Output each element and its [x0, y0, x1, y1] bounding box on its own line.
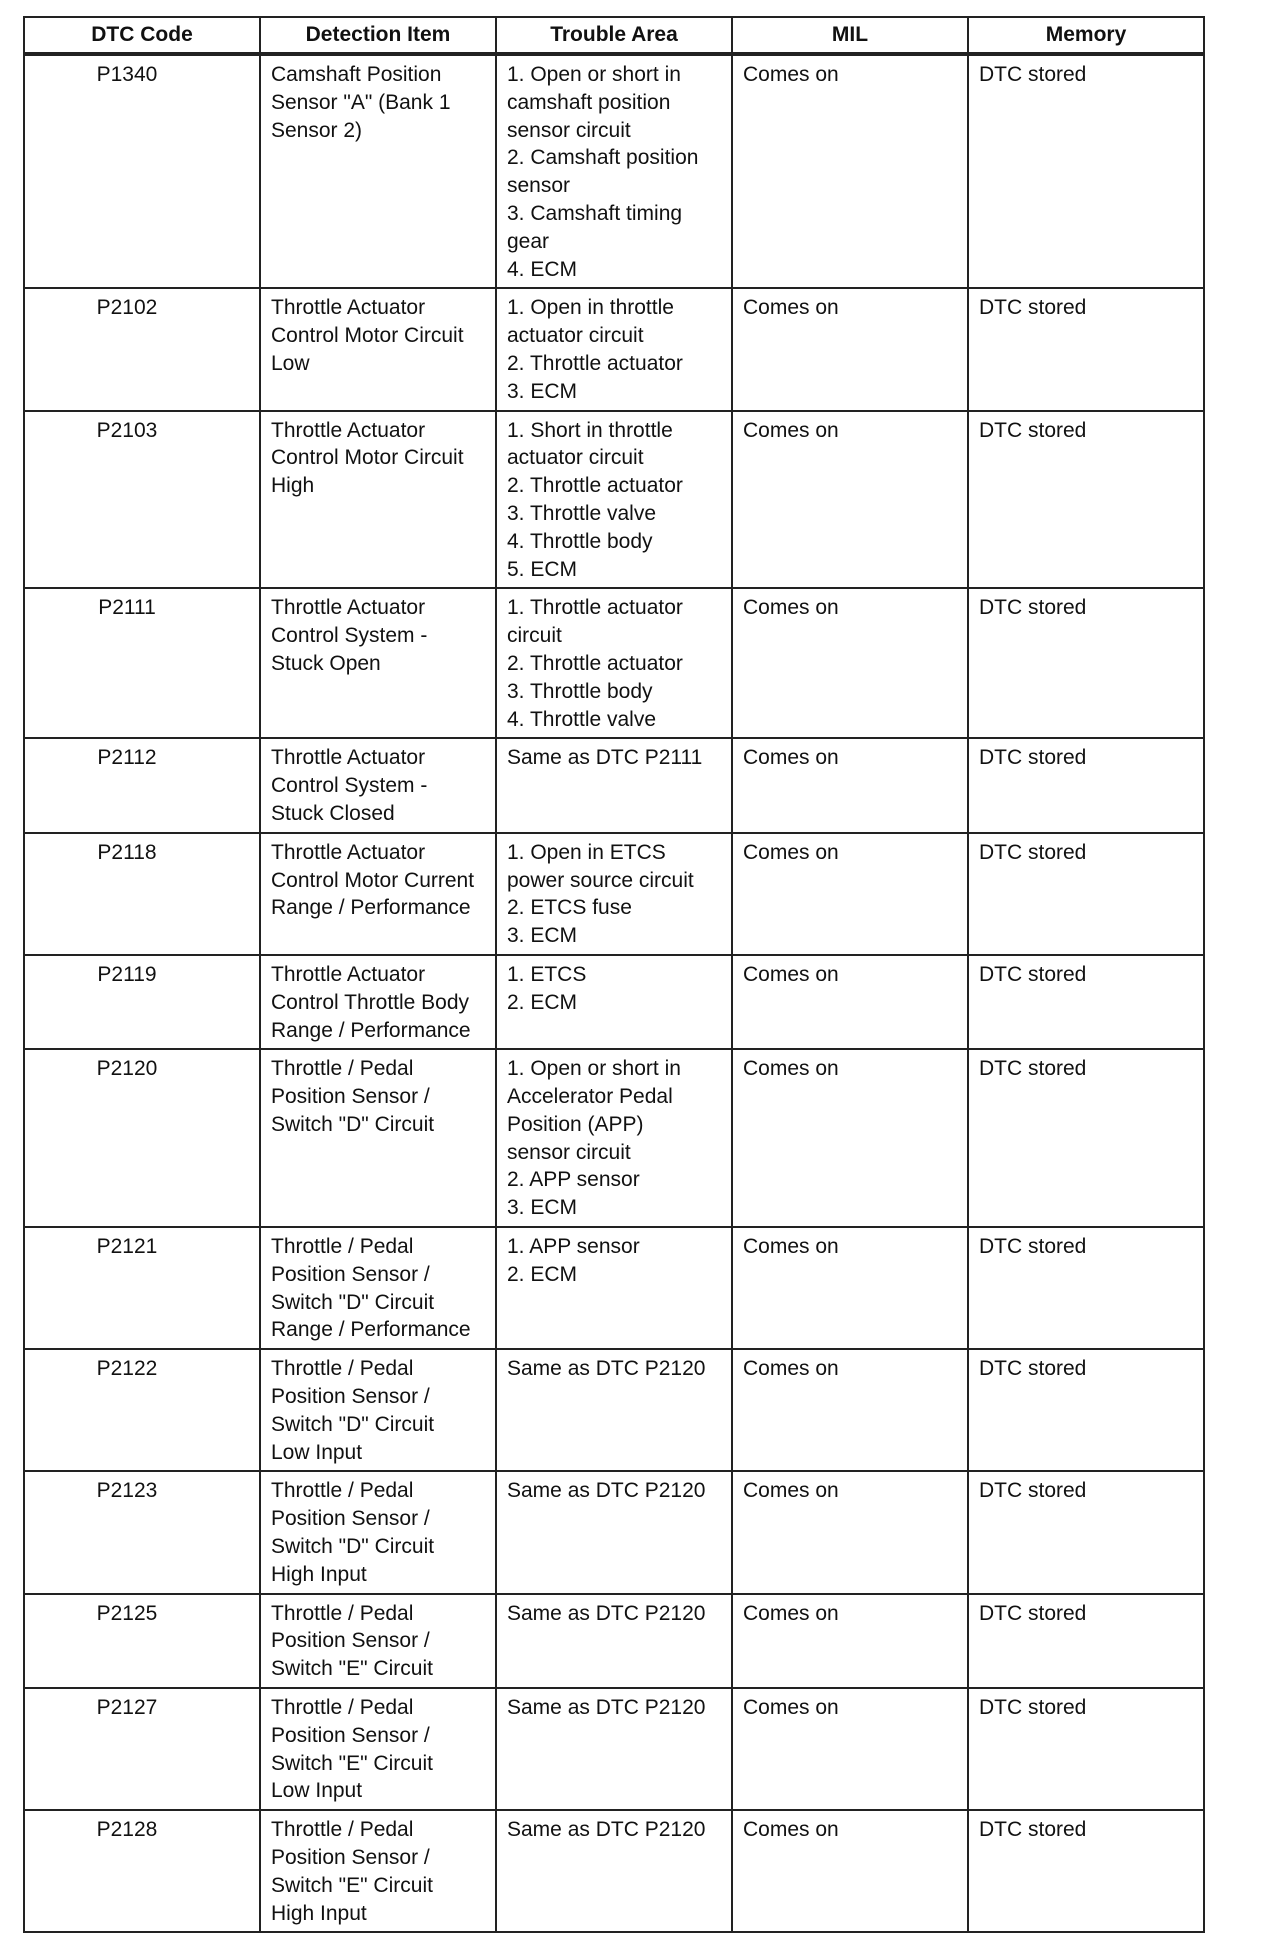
trouble-area-line: sensor: [507, 174, 571, 198]
mil-cell: Comes on: [732, 411, 968, 589]
detection-item-line: Camshaft Position: [271, 63, 442, 86]
dtc-code-cell: P2122: [24, 1349, 260, 1471]
detection-item-line: Sensor 2): [271, 118, 363, 142]
detection-item-line: Control System -: [271, 774, 428, 798]
memory-cell: DTC stored: [968, 833, 1204, 955]
mil-cell: Comes on: [732, 54, 968, 288]
detection-item-line: Range / Performance: [271, 1318, 471, 1342]
trouble-area-line: 4. Throttle body: [507, 529, 653, 553]
trouble-area-line: 3. ECM: [507, 1196, 578, 1220]
dtc-table: [23, 16, 1205, 1933]
detection-item-line: Switch "D" Circuit: [271, 1535, 435, 1559]
table-row: [24, 1227, 1204, 1349]
table-row: [24, 288, 1204, 410]
table-row: [24, 1810, 1204, 1932]
trouble-area-line: 2. Throttle actuator: [507, 474, 683, 498]
detection-item-line: Throttle Actuator: [271, 840, 426, 864]
trouble-area-cell: [496, 54, 732, 288]
detection-item-cell: [260, 833, 496, 955]
memory-cell: DTC stored: [968, 1049, 1204, 1227]
mil-cell: Comes on: [732, 288, 968, 410]
detection-item-line: Position Sensor /: [271, 1723, 430, 1747]
table-row: [24, 1688, 1204, 1810]
trouble-area-line: 2. Camshaft position: [507, 146, 699, 170]
detection-item-line: Stuck Open: [271, 651, 381, 675]
detection-item-cell: [260, 1471, 496, 1593]
dtc-code-cell: P2118: [24, 833, 260, 955]
detection-item-line: Stuck Closed: [271, 801, 395, 825]
detection-item-line: Throttle / Pedal: [271, 1057, 414, 1081]
trouble-area-cell: [496, 288, 732, 410]
detection-item-line: Throttle Actuator: [271, 596, 426, 620]
detection-item-cell: [260, 288, 496, 410]
trouble-area-cell: [496, 1810, 732, 1932]
trouble-area-line: Accelerator Pedal: [507, 1085, 673, 1109]
detection-item-line: Control Motor Circuit: [271, 324, 464, 348]
trouble-area-line: 3. Camshaft timing: [507, 201, 683, 225]
dtc-code-cell: P2112: [24, 738, 260, 832]
memory-cell: DTC stored: [968, 54, 1204, 288]
detection-item-line: Switch "D" Circuit: [271, 1290, 435, 1314]
detection-item-line: Throttle / Pedal: [271, 1479, 414, 1503]
dtc-code-cell: P2128: [24, 1810, 260, 1932]
trouble-area-line: 1. Throttle actuator: [507, 596, 683, 620]
memory-cell: DTC stored: [968, 1349, 1204, 1471]
trouble-area-cell: [496, 1471, 732, 1593]
detection-item-cell: [260, 1688, 496, 1810]
detection-item-line: High: [271, 474, 315, 498]
mil-cell: Comes on: [732, 1349, 968, 1471]
trouble-area-line: 1. Open or short in: [507, 1057, 681, 1081]
dtc-code-cell: P2125: [24, 1594, 260, 1688]
mil-cell: Comes on: [732, 1810, 968, 1932]
trouble-area-line: 1. Open in ETCS: [507, 840, 666, 864]
detection-item-line: High Input: [271, 1562, 367, 1586]
memory-cell: DTC stored: [968, 1688, 1204, 1810]
trouble-area-line: 1. APP sensor: [507, 1235, 640, 1259]
trouble-area-line: 1. ETCS: [507, 962, 587, 986]
detection-item-line: High Input: [271, 1901, 367, 1925]
trouble-area-line: camshaft position: [507, 90, 671, 114]
detection-item-line: Position Sensor /: [271, 1629, 430, 1653]
trouble-area-line: 4. ECM: [507, 257, 578, 281]
detection-item-line: Switch "E" Circuit: [271, 1873, 433, 1897]
memory-cell: DTC stored: [968, 738, 1204, 832]
trouble-area-line: Same as DTC P2120: [507, 1696, 706, 1720]
detection-item-line: Control Throttle Body: [271, 990, 470, 1014]
trouble-area-line: power source circuit: [507, 868, 694, 892]
dtc-code-cell: P2120: [24, 1049, 260, 1227]
trouble-area-line: 4. Throttle valve: [507, 707, 657, 731]
dtc-code-cell: P1340: [24, 54, 260, 288]
detection-item-line: Throttle / Pedal: [271, 1235, 414, 1259]
trouble-area-line: sensor circuit: [507, 118, 631, 142]
detection-item-line: Throttle Actuator: [271, 296, 426, 320]
memory-cell: DTC stored: [968, 1594, 1204, 1688]
trouble-area-line: 3. ECM: [507, 379, 578, 403]
table-body: [24, 54, 1204, 1932]
trouble-area-line: Same as DTC P2120: [507, 1479, 706, 1503]
detection-item-line: Sensor "A" (Bank 1: [271, 90, 451, 114]
mil-cell: Comes on: [732, 1227, 968, 1349]
detection-item-line: Low: [271, 351, 310, 375]
detection-item-line: Throttle Actuator: [271, 962, 426, 986]
trouble-area-line: 3. ECM: [507, 924, 578, 948]
trouble-area-line: actuator circuit: [507, 324, 644, 348]
trouble-area-line: 1. Open or short in: [507, 63, 681, 86]
trouble-area-cell: [496, 833, 732, 955]
detection-item-line: Throttle Actuator: [271, 746, 426, 770]
trouble-area-line: Same as DTC P2120: [507, 1357, 706, 1381]
table-row: [24, 54, 1204, 288]
table-row: [24, 411, 1204, 589]
detection-item-cell: [260, 1810, 496, 1932]
mil-cell: Comes on: [732, 1471, 968, 1593]
trouble-area-line: gear: [507, 229, 550, 253]
detection-item-line: Position Sensor /: [271, 1085, 430, 1109]
header-row: [24, 17, 1204, 54]
detection-item-cell: [260, 54, 496, 288]
trouble-area-cell: [496, 588, 732, 738]
detection-item-line: Throttle / Pedal: [271, 1357, 414, 1381]
dtc-code-cell: P2102: [24, 288, 260, 410]
dtc-code-cell: P2123: [24, 1471, 260, 1593]
dtc-code-cell: P2121: [24, 1227, 260, 1349]
trouble-area-line: Same as DTC P2120: [507, 1818, 706, 1842]
header-detection-item: Detection Item: [260, 17, 496, 54]
memory-cell: DTC stored: [968, 1227, 1204, 1349]
memory-cell: DTC stored: [968, 1810, 1204, 1932]
detection-item-cell: [260, 1227, 496, 1349]
trouble-area-line: actuator circuit: [507, 446, 644, 470]
trouble-area-cell: [496, 738, 732, 832]
header-trouble-area: Trouble Area: [496, 17, 732, 54]
memory-cell: DTC stored: [968, 955, 1204, 1049]
detection-item-line: Switch "E" Circuit: [271, 1657, 433, 1681]
mil-cell: Comes on: [732, 588, 968, 738]
dtc-code-cell: P2111: [24, 588, 260, 738]
trouble-area-line: 1. Open in throttle: [507, 296, 674, 320]
detection-item-line: Position Sensor /: [271, 1507, 430, 1531]
trouble-area-line: 2. ETCS fuse: [507, 896, 632, 920]
memory-cell: DTC stored: [968, 1471, 1204, 1593]
trouble-area-cell: [496, 1594, 732, 1688]
trouble-area-cell: [496, 411, 732, 589]
table-row: [24, 1594, 1204, 1688]
mil-cell: Comes on: [732, 1049, 968, 1227]
trouble-area-line: 2. Throttle actuator: [507, 651, 683, 675]
trouble-area-line: 3. Throttle body: [507, 679, 653, 703]
trouble-area-line: Same as DTC P2111: [507, 746, 703, 770]
memory-cell: DTC stored: [968, 411, 1204, 589]
trouble-area-line: Position (APP): [507, 1112, 644, 1136]
mil-cell: Comes on: [732, 833, 968, 955]
table-row: [24, 833, 1204, 955]
detection-item-cell: [260, 411, 496, 589]
trouble-area-line: 3. Throttle valve: [507, 501, 657, 525]
detection-item-line: Control System -: [271, 624, 428, 648]
trouble-area-line: 2. APP sensor: [507, 1168, 640, 1192]
trouble-area-line: Same as DTC P2120: [507, 1601, 706, 1625]
mil-cell: Comes on: [732, 1594, 968, 1688]
detection-item-line: Position Sensor /: [271, 1846, 430, 1870]
detection-item-cell: [260, 1049, 496, 1227]
dtc-code-cell: P2119: [24, 955, 260, 1049]
header-dtc-code: DTC Code: [24, 17, 260, 54]
table-row: [24, 1471, 1204, 1593]
mil-cell: Comes on: [732, 955, 968, 1049]
mil-cell: Comes on: [732, 738, 968, 832]
detection-item-cell: [260, 738, 496, 832]
memory-cell: DTC stored: [968, 588, 1204, 738]
trouble-area-line: 2. ECM: [507, 990, 578, 1014]
trouble-area-line: 2. Throttle actuator: [507, 351, 683, 375]
detection-item-line: Throttle / Pedal: [271, 1601, 414, 1625]
table-row: [24, 1049, 1204, 1227]
trouble-area-line: 5. ECM: [507, 557, 578, 581]
dtc-code-cell: P2103: [24, 411, 260, 589]
table-row: [24, 738, 1204, 832]
detection-item-line: Switch "D" Circuit: [271, 1412, 435, 1436]
detection-item-line: Control Motor Current: [271, 868, 475, 892]
trouble-area-cell: [496, 1688, 732, 1810]
header-mil: MIL: [732, 17, 968, 54]
detection-item-line: Switch "E" Circuit: [271, 1751, 433, 1775]
detection-item-line: Low Input: [271, 1779, 363, 1803]
dtc-code-cell: P2127: [24, 1688, 260, 1810]
trouble-area-line: circuit: [507, 624, 562, 648]
trouble-area-cell: [496, 1349, 732, 1471]
trouble-area-line: sensor circuit: [507, 1140, 631, 1164]
memory-cell: DTC stored: [968, 288, 1204, 410]
detection-item-line: Range / Performance: [271, 896, 471, 920]
trouble-area-cell: [496, 1227, 732, 1349]
detection-item-cell: [260, 955, 496, 1049]
detection-item-line: Low Input: [271, 1440, 363, 1464]
detection-item-line: Range / Performance: [271, 1018, 471, 1042]
table-row: [24, 588, 1204, 738]
detection-item-cell: [260, 1594, 496, 1688]
detection-item-cell: [260, 588, 496, 738]
detection-item-line: Control Motor Circuit: [271, 446, 464, 470]
detection-item-line: Throttle Actuator: [271, 418, 426, 442]
trouble-area-line: 1. Short in throttle: [507, 418, 673, 442]
trouble-area-line: 2. ECM: [507, 1262, 578, 1286]
table-row: [24, 955, 1204, 1049]
table-row: [24, 1349, 1204, 1471]
detection-item-cell: [260, 1349, 496, 1471]
detection-item-line: Position Sensor /: [271, 1385, 430, 1409]
trouble-area-cell: [496, 955, 732, 1049]
header-memory: Memory: [968, 17, 1204, 54]
detection-item-line: Position Sensor /: [271, 1262, 430, 1286]
detection-item-line: Throttle / Pedal: [271, 1818, 414, 1842]
detection-item-line: Switch "D" Circuit: [271, 1112, 435, 1136]
mil-cell: Comes on: [732, 1688, 968, 1810]
detection-item-line: Throttle / Pedal: [271, 1696, 414, 1720]
trouble-area-cell: [496, 1049, 732, 1227]
